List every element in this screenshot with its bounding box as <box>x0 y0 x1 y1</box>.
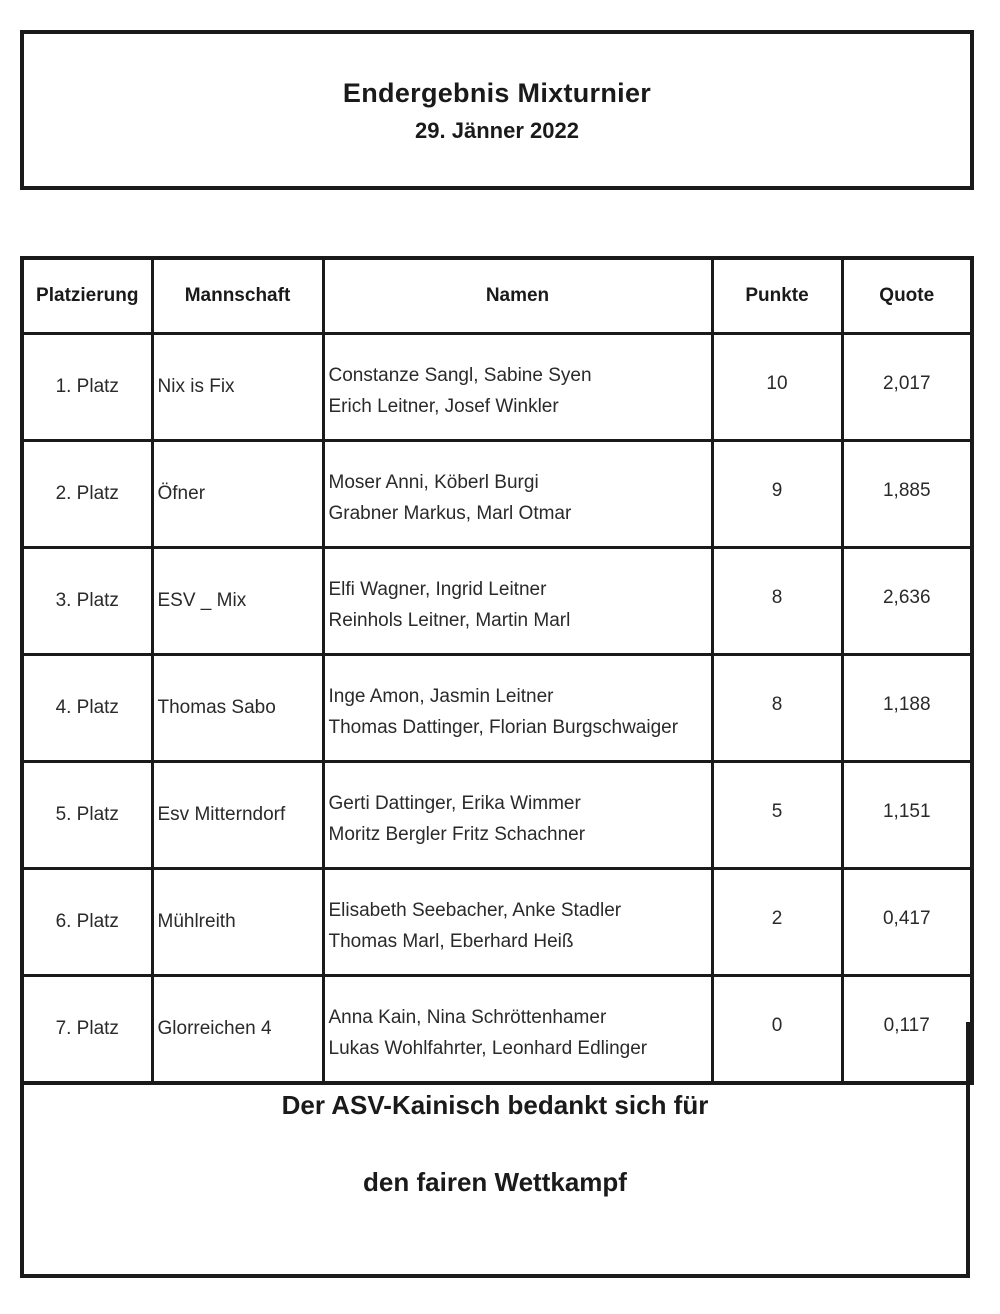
column-header-points: Punkte <box>712 258 842 334</box>
quote-cell: 2,017 <box>842 334 972 441</box>
table-row <box>22 655 972 762</box>
names-cell <box>323 548 712 655</box>
names-line: Lukas Wohlfahrter, Leonhard Edlinger <box>328 1038 648 1059</box>
document-title: Endergebnis Mixturnier <box>342 78 652 108</box>
table-header-row <box>22 258 972 334</box>
column-header-quote: Quote <box>842 258 972 334</box>
names-line: Gerti Dattinger, Erika Wimmer <box>328 793 581 814</box>
team-cell: Öfner <box>152 441 323 548</box>
points-cell: 8 <box>712 548 842 655</box>
footer-fairplay-line: den fairen Wettkampf <box>363 1167 627 1197</box>
names-line: Thomas Marl, Eberhard Heiß <box>328 931 574 952</box>
title-box <box>20 30 974 190</box>
names-line: Erich Leitner, Josef Winkler <box>328 396 559 417</box>
quote-cell: 1,188 <box>842 655 972 762</box>
names-line: Elfi Wagner, Ingrid Leitner <box>328 579 547 600</box>
column-header-place: Platzierung <box>22 258 152 334</box>
names-line: Grabner Markus, Marl Otmar <box>328 503 572 524</box>
team-cell: Mühlreith <box>152 869 323 976</box>
points-cell: 9 <box>712 441 842 548</box>
team-cell: Glorreichen 4 <box>152 976 323 1084</box>
team-cell: Nix is Fix <box>152 334 323 441</box>
names-line: Thomas Dattinger, Florian Burgschwaiger <box>328 717 679 738</box>
column-header-team: Mannschaft <box>152 258 323 334</box>
results-table <box>20 256 974 1085</box>
quote-cell: 1,885 <box>842 441 972 548</box>
place-cell: 3. Platz <box>22 548 152 655</box>
names-line: Anna Kain, Nina Schröttenhamer <box>328 1007 607 1028</box>
points-cell: 8 <box>712 655 842 762</box>
quote-cell: 1,151 <box>842 762 972 869</box>
names-cell <box>323 334 712 441</box>
names-cell <box>323 762 712 869</box>
place-cell: 1. Platz <box>22 334 152 441</box>
names-cell <box>323 869 712 976</box>
table-row <box>22 762 972 869</box>
place-cell: 4. Platz <box>22 655 152 762</box>
table-row <box>22 441 972 548</box>
place-cell: 2. Platz <box>22 441 152 548</box>
names-cell <box>323 441 712 548</box>
table-row <box>22 869 972 976</box>
names-line: Moritz Bergler Fritz Schachner <box>328 824 586 845</box>
team-cell: ESV _ Mix <box>152 548 323 655</box>
table-row <box>22 334 972 441</box>
table-row <box>22 548 972 655</box>
footer-box <box>20 1022 970 1278</box>
points-cell: 0 <box>712 976 842 1084</box>
place-cell: 6. Platz <box>22 869 152 976</box>
points-cell: 10 <box>712 334 842 441</box>
names-line: Inge Amon, Jasmin Leitner <box>328 686 554 707</box>
names-cell <box>323 655 712 762</box>
points-cell: 5 <box>712 762 842 869</box>
team-cell: Esv Mitterndorf <box>152 762 323 869</box>
names-line: Elisabeth Seebacher, Anke Stadler <box>328 900 622 921</box>
points-cell: 2 <box>712 869 842 976</box>
team-cell: Thomas Sabo <box>152 655 323 762</box>
names-line: Moser Anni, Köberl Burgi <box>328 472 539 493</box>
quote-cell: 0,117 <box>842 976 972 1084</box>
quote-cell: 2,636 <box>842 548 972 655</box>
place-cell: 5. Platz <box>22 762 152 869</box>
footer-thanks-line: Der ASV-Kainisch bedankt sich für <box>281 1090 709 1120</box>
column-header-names: Namen <box>323 258 712 334</box>
quote-cell: 0,417 <box>842 869 972 976</box>
names-line: Reinhols Leitner, Martin Marl <box>328 610 571 631</box>
place-cell: 7. Platz <box>22 976 152 1084</box>
document-date: 29. Jänner 2022 <box>415 118 579 143</box>
names-line: Constanze Sangl, Sabine Syen <box>328 365 592 386</box>
